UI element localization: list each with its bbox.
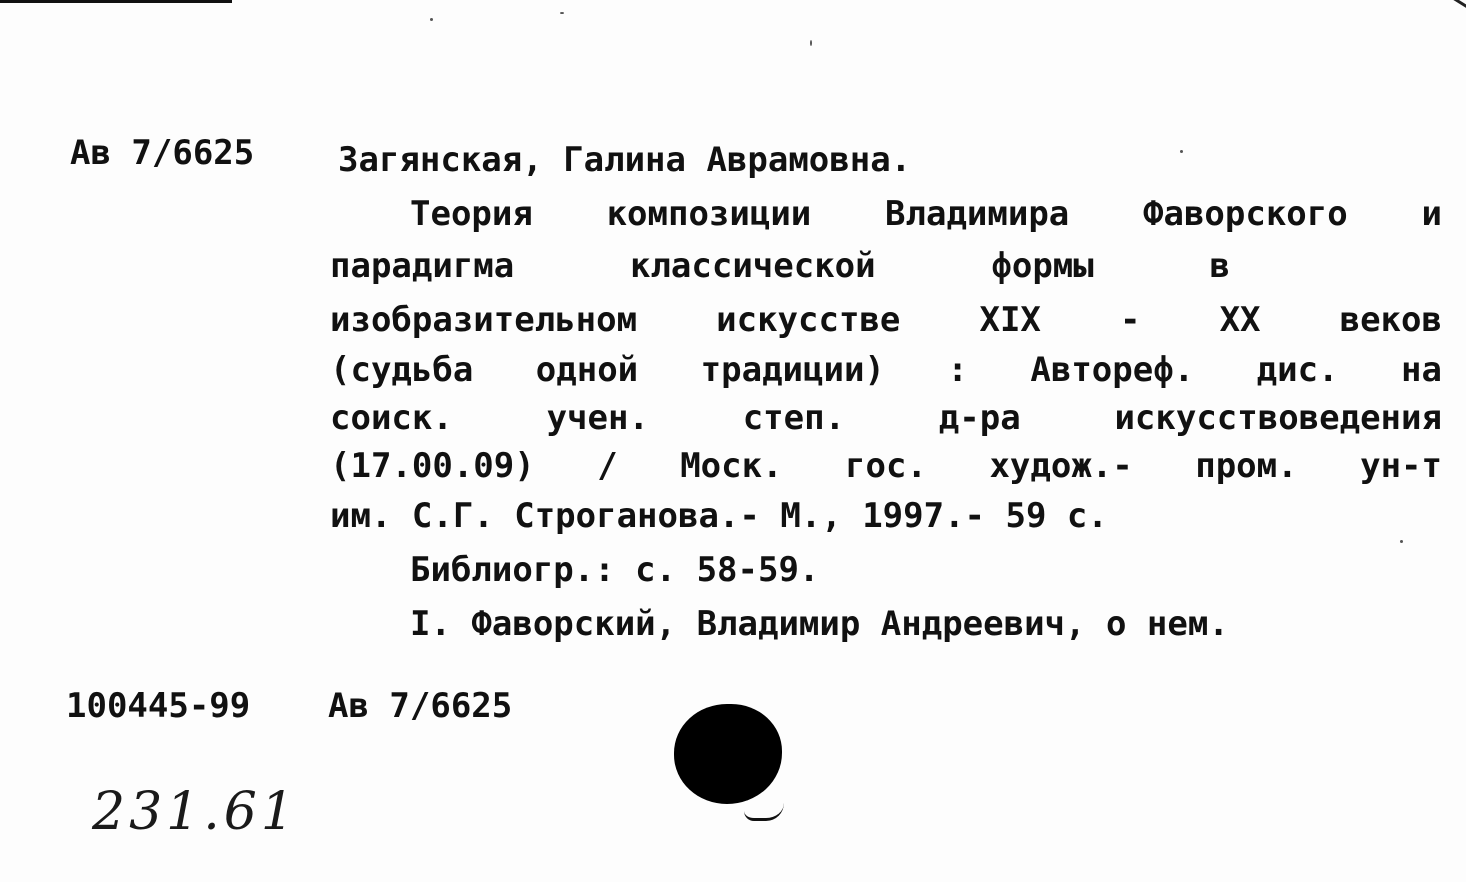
- title-line-5: [330, 398, 1442, 438]
- title-word: ун-т: [1360, 446, 1442, 486]
- title-word: XIX: [979, 300, 1041, 340]
- bibliography-note: Библиогр.: с. 58-59.: [410, 550, 820, 590]
- title-word: соиск.: [330, 398, 453, 438]
- title-word: Владимира: [885, 194, 1070, 234]
- title-word: композиции: [606, 194, 812, 234]
- corner-mark: [1427, 0, 1466, 10]
- scan-speck: [810, 40, 812, 46]
- title-word: на: [1401, 350, 1442, 390]
- imprint-line: им. С.Г. Строганова.- М., 1997.- 59 с.: [330, 496, 1108, 536]
- title-word: пром.: [1195, 446, 1298, 486]
- title-word: формы: [991, 246, 1094, 286]
- title-line-6: [330, 446, 1442, 486]
- title-word: в: [1209, 246, 1230, 286]
- top-edge-rule: [0, 0, 232, 3]
- title-word: (судьба: [330, 350, 474, 390]
- title-word: изобразительном: [330, 300, 638, 340]
- handwritten-note: 231.61: [92, 782, 298, 842]
- title-word: Моск.: [680, 446, 783, 486]
- title-word: -: [1119, 300, 1141, 340]
- scan-speck: [1180, 150, 1183, 153]
- title-word: искусствоведения: [1114, 398, 1442, 438]
- author-heading: Загянская, Галина Аврамовна.: [338, 140, 912, 180]
- title-word: степ.: [742, 398, 846, 438]
- subject-heading: I. Фаворский, Владимир Андреевич, о нем.: [410, 604, 1229, 644]
- title-word: традиции): [700, 350, 885, 390]
- title-line-3: [330, 300, 1442, 340]
- punch-hole-tail: [744, 800, 784, 821]
- title-word: дис.: [1256, 350, 1339, 390]
- title-word: Фаворского: [1143, 194, 1348, 234]
- title-word: худож.-: [989, 446, 1133, 486]
- title-word: Теория: [410, 194, 533, 234]
- title-line-1: [410, 194, 1442, 234]
- title-word: :: [947, 350, 968, 390]
- punch-hole: [674, 704, 782, 804]
- title-word: /: [597, 446, 618, 486]
- title-word: классической: [629, 246, 876, 286]
- title-word: (17.00.09): [330, 446, 535, 486]
- title-word: гос.: [845, 446, 927, 486]
- title-word: веков: [1339, 300, 1442, 340]
- title-word: и: [1421, 194, 1442, 234]
- shelfmark: Ав 7/6625: [70, 133, 255, 173]
- inventory-shelfmark: Ав 7/6625: [328, 686, 513, 726]
- title-line-4: [330, 350, 1442, 390]
- title-word: Автореф.: [1030, 350, 1195, 390]
- scan-speck: [560, 12, 564, 14]
- scan-speck: [430, 18, 433, 21]
- inventory-number: 100445-99: [66, 686, 251, 726]
- title-word: искусстве: [716, 300, 901, 340]
- title-word: одной: [535, 350, 639, 390]
- title-line-2: [330, 246, 1230, 286]
- title-word: XX: [1219, 300, 1261, 340]
- title-word: учен.: [546, 398, 649, 438]
- title-word: д-ра: [938, 398, 1021, 438]
- title-word: парадигма: [330, 246, 515, 286]
- scan-speck: [1400, 540, 1403, 543]
